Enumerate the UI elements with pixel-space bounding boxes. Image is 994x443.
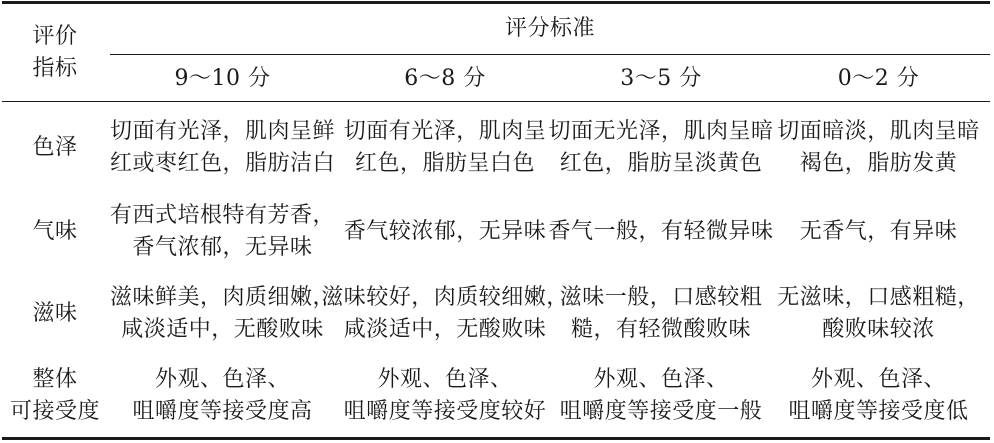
cell-line: 切面暗淡，肌肉呈暗	[777, 119, 980, 144]
table-cell	[767, 274, 990, 354]
cell-line: 咀嚼度等接受度一般	[559, 399, 763, 424]
indicator-header-line2: 指标	[32, 56, 78, 81]
table-cell	[110, 192, 335, 272]
row-label-color	[0, 108, 110, 188]
table-top-rule	[2, 1, 990, 4]
row-label-taste	[0, 274, 110, 354]
score-header-1-label: 9～10 分	[174, 66, 271, 91]
cell-line: 滋味鲜美，肉质细嫩，	[110, 285, 336, 310]
cell-line: 褐色，脂肪发黄	[799, 151, 958, 176]
standard-header	[110, 6, 990, 52]
cell-line: 切面无光泽，肌肉呈暗	[548, 119, 774, 144]
cell-line: 红色，脂肪呈白色	[354, 151, 535, 176]
table-cell	[767, 108, 990, 188]
cell-line: 咀嚼度等接受度低	[788, 399, 969, 424]
cell-line: 咸淡适中，无酸败味	[343, 317, 547, 342]
score-header-1	[110, 58, 335, 100]
table-cell	[767, 356, 990, 436]
table-bottom-rule	[2, 437, 990, 440]
row-label-text: 可接受度	[9, 399, 100, 424]
cell-line: 外观、色泽、	[810, 367, 946, 392]
table-cell	[767, 192, 990, 272]
row-label-text: 整体	[32, 367, 78, 392]
table-cell	[321, 274, 569, 354]
indicator-header-line1: 评价	[32, 24, 78, 49]
cell-line: 红或枣红色，脂肪洁白	[110, 151, 336, 176]
score-header-4	[767, 58, 990, 100]
cell-line: 香气浓郁，无异味	[132, 235, 313, 260]
score-header-3	[555, 58, 767, 100]
standard-header-label: 评分标准	[504, 16, 595, 41]
indicator-header	[0, 8, 110, 98]
score-header-2	[335, 58, 555, 100]
cell-line: 切面有光泽，肌肉呈	[343, 119, 547, 144]
score-header-3-label: 3～5 分	[620, 66, 702, 91]
score-header-2-label: 6～8 分	[404, 66, 486, 91]
row-label-text: 气味	[32, 219, 78, 244]
table-cell	[555, 274, 767, 354]
cell-line: 咸淡适中，无酸败味	[121, 317, 324, 342]
cell-line: 外观、色泽、	[154, 367, 290, 392]
row-label-text: 色泽	[32, 135, 78, 160]
table-cell	[555, 356, 767, 436]
table-cell	[548, 108, 774, 188]
score-header-4-label: 0～2 分	[837, 66, 920, 91]
cell-line: 外观、色泽、	[593, 367, 729, 392]
table-cell	[110, 108, 335, 188]
cell-line: 香气较浓郁，无异味	[343, 219, 547, 244]
row-label-odor	[0, 192, 110, 272]
cell-line: 糙，有轻微酸败味	[570, 317, 751, 342]
table-cell	[335, 192, 555, 272]
cell-line: 有西式培根特有芳香，	[110, 203, 336, 228]
table-cell	[110, 356, 335, 436]
cell-line: 红色，脂肪呈淡黄色	[559, 151, 763, 176]
cell-line: 无香气，有异味	[799, 219, 958, 244]
row-label-overall	[0, 356, 110, 436]
table-cell	[110, 274, 335, 354]
header-sub-rule	[110, 54, 990, 55]
cell-line: 无滋味，口感粗糙，	[777, 285, 980, 310]
cell-line: 滋味一般，口感较粗	[559, 285, 763, 310]
cell-line: 外观、色泽、	[377, 367, 513, 392]
cell-line: 香气一般，有轻微异味	[548, 219, 774, 244]
cell-line: 切面有光泽，肌肉呈鲜	[110, 119, 336, 144]
cell-line: 咀嚼度等接受度较好	[343, 399, 547, 424]
cell-line: 酸败味较浓	[822, 317, 935, 342]
row-label-text: 滋味	[32, 301, 78, 326]
cell-line: 咀嚼度等接受度高	[132, 399, 313, 424]
table-cell	[335, 356, 555, 436]
cell-line: 滋味较好，肉质较细嫩，	[321, 285, 569, 310]
header-bottom-rule	[2, 101, 990, 102]
table-cell	[335, 108, 555, 188]
table-cell	[548, 192, 774, 272]
